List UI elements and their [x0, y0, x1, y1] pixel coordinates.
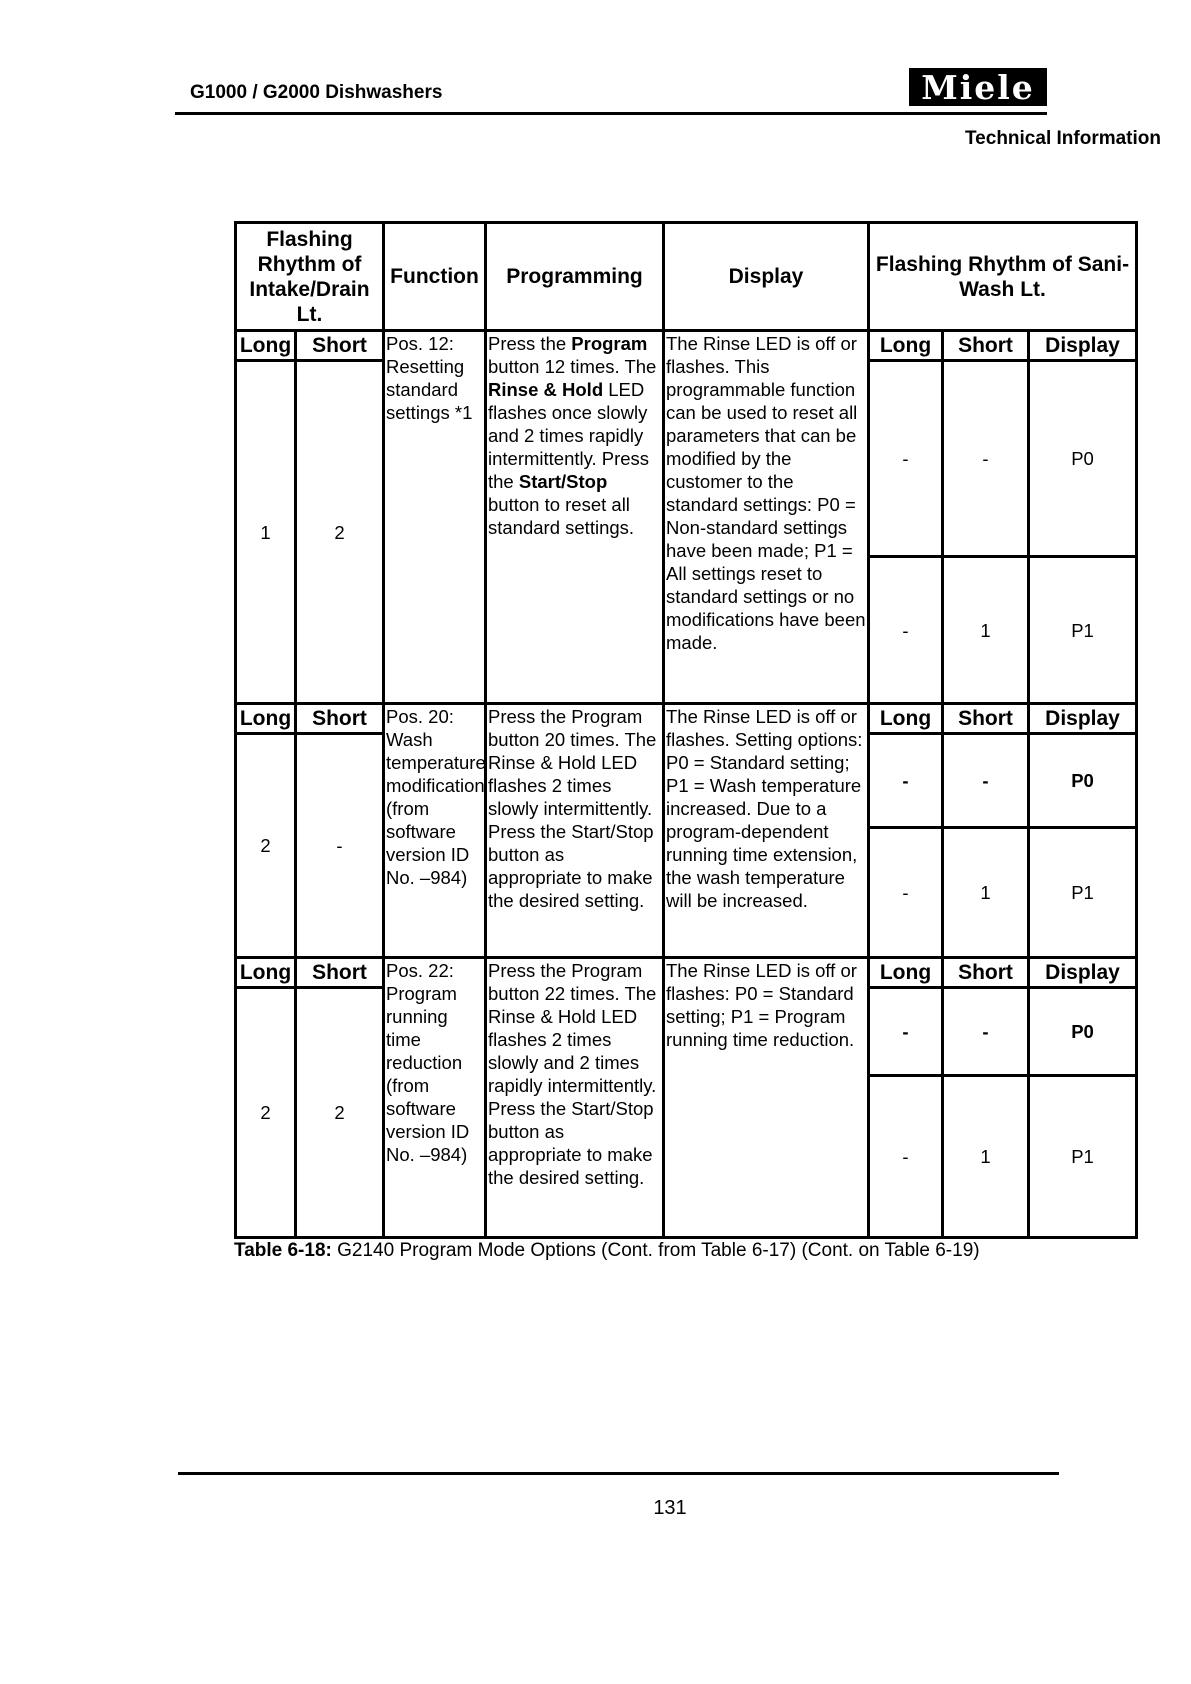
option-short-value: -: [943, 734, 1029, 828]
option-long-value: -: [869, 557, 943, 704]
option-long-value: -: [869, 828, 943, 958]
section-subheader-row: [236, 331, 1137, 361]
header-function: Function: [384, 223, 486, 331]
sub-short: Short: [943, 331, 1029, 361]
sub-long: Long: [869, 704, 943, 734]
intake-short-value: 2: [296, 988, 384, 1238]
option-display-value: P1: [1029, 1076, 1137, 1238]
option-display-value: P0: [1029, 988, 1137, 1076]
option-short-value: 1: [943, 828, 1029, 958]
option-display-value: P1: [1029, 557, 1137, 704]
header-saniwash: Flashing Rhythm of Sani-Wash Lt.: [869, 223, 1137, 331]
option-short-value: -: [943, 361, 1029, 557]
logo-text: Miele: [921, 67, 1035, 107]
sub-long: Long: [869, 958, 943, 988]
programming-text: button 12 times. The: [488, 356, 657, 377]
intake-short-value: -: [296, 734, 384, 958]
option-display-value: P1: [1029, 828, 1137, 958]
table-header-row: [236, 223, 1137, 331]
intake-short-value: 2: [296, 361, 384, 704]
option-long-value: -: [869, 734, 943, 828]
programming-cell: [486, 958, 664, 1238]
option-display-value: P0: [1029, 361, 1137, 557]
programming-cell: [486, 331, 664, 704]
display-cell: The Rinse LED is off or flashes. Setting options: P0 = Standard setting; P1 = Wash temperature increased. Due to a program-dependent running time extension, the wash temperature will be increased.: [664, 704, 869, 958]
option-long-value: -: [869, 988, 943, 1076]
intake-long-value: 1: [236, 361, 296, 704]
option-display-value: P0: [1029, 734, 1137, 828]
intake-long-value: 2: [236, 988, 296, 1238]
sub-short: Short: [943, 958, 1029, 988]
sub-short: Short: [296, 704, 384, 734]
function-cell: Pos. 12: Resetting standard settings *1: [384, 331, 486, 704]
page-number: 131: [653, 1497, 687, 1519]
programming-text: Press the Program button 20 times. The Rinse & Hold LED flashes 2 times slowly intermittently. Press the Start/Stop button as appropriate to make the desired setting.: [488, 706, 657, 911]
header-intake-drain: Flashing Rhythm of Intake/Drain Lt.: [236, 223, 384, 331]
sub-display: Display: [1029, 958, 1137, 988]
option-short-value: 1: [943, 557, 1029, 704]
footer-rule: [178, 1472, 1059, 1475]
caption-label: Table 6-18:: [234, 1240, 332, 1261]
caption-text: G2140 Program Mode Options (Cont. from Table 6-17) (Cont. on Table 6-19): [331, 1240, 980, 1261]
header-programming: Programming: [486, 223, 664, 331]
programming-bold-term: Program: [571, 333, 648, 354]
document-title: G1000 / G2000 Dishwashers: [190, 82, 443, 103]
option-short-value: -: [943, 988, 1029, 1076]
programming-bold-term: Rinse & Hold: [488, 379, 604, 400]
sub-long: Long: [869, 331, 943, 361]
section-subheader-row: [236, 704, 1137, 734]
intake-long-value: 2: [236, 734, 296, 958]
header-rule: [175, 112, 1047, 115]
sub-short: Short: [943, 704, 1029, 734]
programming-text: button to reset all standard settings.: [488, 494, 635, 538]
programming-bold-term: Start/Stop: [518, 471, 608, 492]
sub-short: Short: [296, 331, 384, 361]
programming-cell: [486, 704, 664, 958]
function-cell: Pos. 20: Wash temperature modification (from software version ID No. –984): [384, 704, 486, 958]
option-short-value: 1: [943, 1076, 1029, 1238]
programming-text: Press the: [488, 333, 572, 354]
programming-text: LED flashes once slowly and 2 times rapidly intermittently. Press the: [488, 379, 650, 492]
sub-short: Short: [296, 958, 384, 988]
sub-long: Long: [236, 958, 296, 988]
option-long-value: -: [869, 1076, 943, 1238]
program-mode-options-table: [234, 221, 1138, 1239]
programming-text: Press the Program button 22 times. The Rinse & Hold LED flashes 2 times slowly and 2 times rapidly intermittently. Press the Start/Stop button as appropriate to make the desired setting.: [488, 960, 657, 1188]
section-title: Technical Information: [964, 128, 1161, 149]
display-cell: The Rinse LED is off or flashes. This programmable function can be used to reset all parameters that can be modified by the customer to the standard settings: P0 = Non-standard settings have been made; P1 = All settings reset to standard settings or no modifications have been made.: [664, 331, 869, 704]
sub-long: Long: [236, 331, 296, 361]
sub-display: Display: [1029, 704, 1137, 734]
display-cell: The Rinse LED is off or flashes: P0 = Standard setting; P1 = Program running time reduction.: [664, 958, 869, 1238]
miele-logo: [909, 68, 1047, 106]
table-caption: [234, 1240, 980, 1262]
sub-display: Display: [1029, 331, 1137, 361]
option-long-value: -: [869, 361, 943, 557]
header-display: Display: [664, 223, 869, 331]
function-cell: Pos. 22: Program running time reduction (from software version ID No. –984): [384, 958, 486, 1238]
sub-long: Long: [236, 704, 296, 734]
section-subheader-row: [236, 958, 1137, 988]
